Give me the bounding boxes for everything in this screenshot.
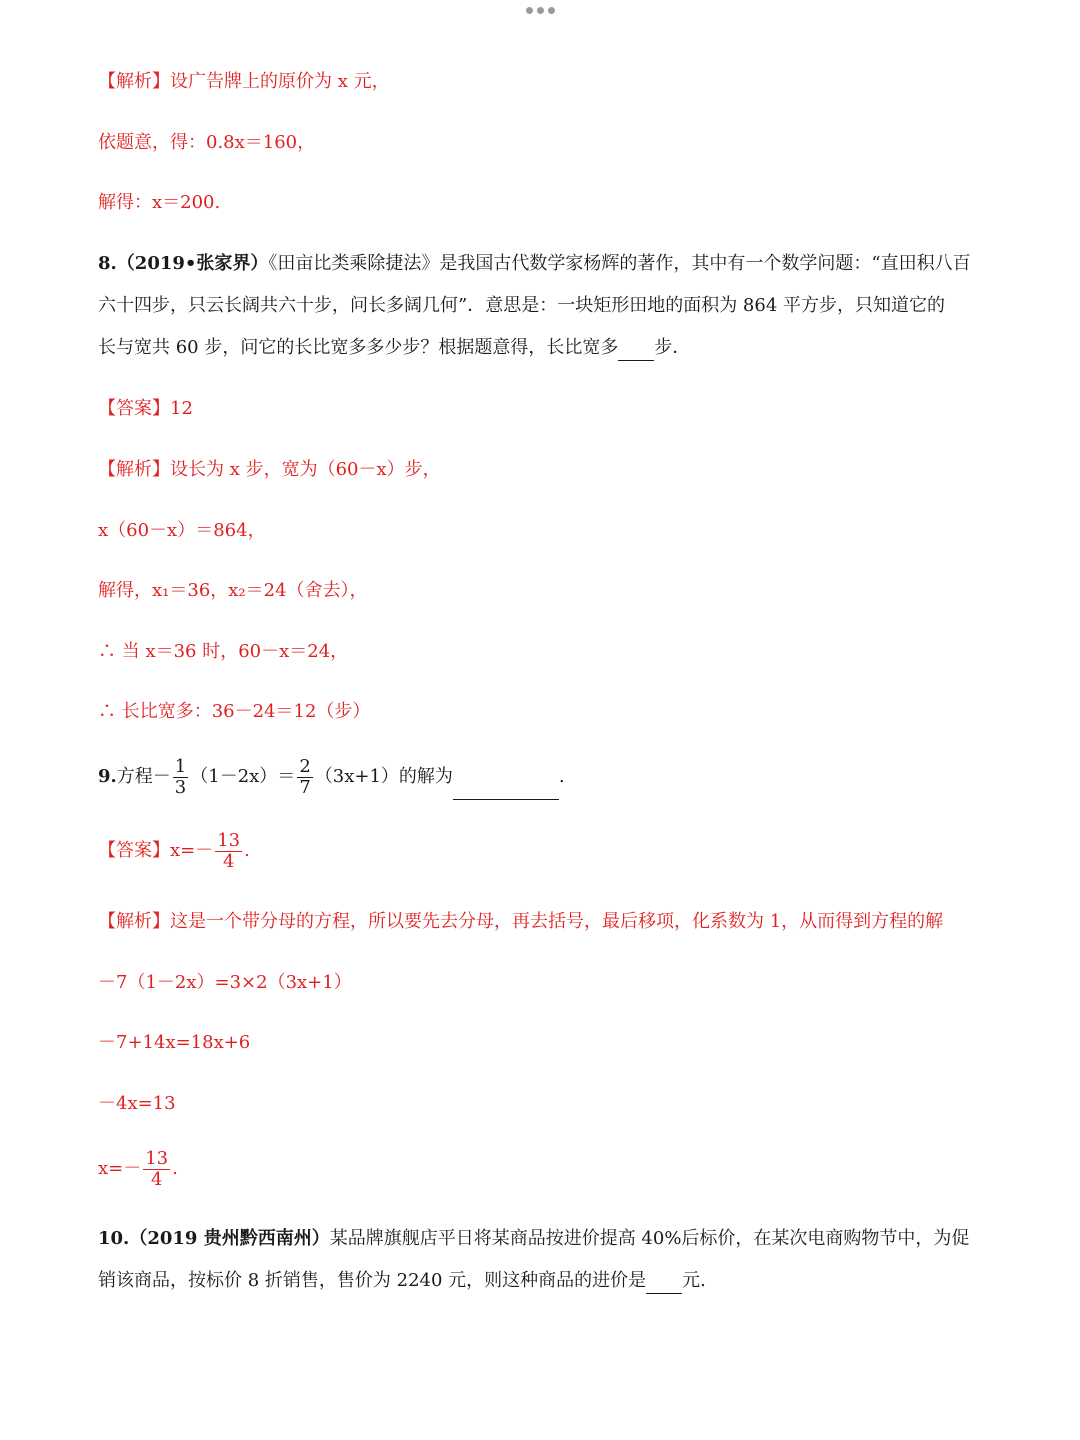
answer-blank [453, 755, 559, 800]
question-8-line-1 [98, 252, 986, 276]
prev-solution-line-1: 【解析】设广告牌上的原价为 x 元， [98, 71, 390, 92]
dot [537, 7, 544, 14]
question-8-solution-line: x（60－x）＝864， [98, 520, 266, 541]
question-text: 方程－ [116, 766, 171, 787]
answer-text: . [244, 840, 250, 861]
question-8-line-2: 六十四步，只云长阔共六十步，问长多阔几何”．意思是：一块矩形田地的面积为 864 平方步，只知道它的 [98, 295, 945, 316]
question-number: 10. [98, 1228, 130, 1249]
question-text: 《田亩比类乘除捷法》是我国古代数学家杨辉的著作，其中有一个数学问题：“直田积八百 [268, 253, 971, 274]
denominator: 4 [222, 850, 235, 872]
question-text: . [558, 766, 565, 787]
question-10-line-1 [98, 1227, 986, 1251]
question-9-final [98, 1147, 986, 1191]
question-text: 步． [654, 337, 691, 358]
fraction [173, 757, 188, 798]
question-number: 9. [98, 766, 117, 787]
question-8-solution-line: ∴ 长比宽多：36－24＝12（步） [98, 701, 371, 722]
denominator: 4 [150, 1168, 163, 1190]
dot [548, 7, 555, 14]
numerator: 13 [217, 829, 241, 851]
question-text: 销该商品，按标价 8 折销售，售价为 2240 元，则这种商品的进价是 [98, 1270, 647, 1291]
fraction [297, 757, 312, 798]
prev-solution-line-3: 解得：x＝200. [98, 192, 221, 213]
question-text: 某品牌旗舰店平日将某商品按进价提高 40%后标价，在某次电商购物节中，为促 [329, 1228, 970, 1249]
question-8-solution-line: 【解析】设长为 x 步，宽为（60－x）步， [98, 459, 441, 480]
question-9-step: －4x=13 [98, 1093, 176, 1114]
question-text: 长与宽共 60 步，问它的长比宽多多少步？根据题意得，长比宽多 [98, 337, 619, 358]
question-9-answer [98, 829, 986, 873]
answer-text: x=－ [170, 840, 214, 861]
denominator: 3 [174, 776, 187, 798]
question-text: （1－2x）＝ [190, 766, 296, 787]
numerator: 1 [174, 755, 187, 777]
numerator: 2 [299, 755, 311, 777]
question-number: 8. [98, 253, 117, 274]
question-8-answer: 【答案】12 [98, 398, 193, 419]
question-8-line-3 [98, 336, 986, 361]
question-source: （2019•张家界） [116, 253, 269, 274]
answer-blank [618, 336, 654, 361]
question-text: 元. [682, 1270, 706, 1291]
fraction [143, 1149, 170, 1190]
answer-text: x=－ [98, 1158, 142, 1179]
question-9-step: －7（1－2x）=3×2（3x+1） [98, 972, 352, 993]
answer-text: . [172, 1158, 178, 1179]
question-9-step: －7+14x=18x+6 [98, 1032, 251, 1053]
question-10-line-2 [98, 1269, 986, 1294]
fraction [215, 831, 242, 872]
dot [526, 7, 533, 14]
question-8-solution-line: 解得，x₁＝36，x₂＝24（舍去）， [98, 580, 368, 601]
question-source: （2019 贵州黔西南州） [129, 1228, 330, 1249]
question-9 [98, 755, 986, 800]
prev-solution-line-2: 依题意，得：0.8x＝160， [98, 132, 316, 153]
answer-blank [646, 1269, 682, 1294]
numerator: 13 [145, 1147, 169, 1169]
question-9-solution-head: 【解析】这是一个带分母的方程，所以要先去分母，再去括号，最后移项，化系数为 1，从而得到方程的解 [98, 911, 944, 932]
question-text: （3x+1）的解为 [314, 766, 453, 787]
more-options-icon[interactable] [526, 7, 555, 14]
answer-label: 【答案】 [98, 840, 170, 861]
denominator: 7 [299, 776, 311, 798]
question-8-solution-line: ∴ 当 x＝36 时，60－x＝24， [98, 641, 349, 662]
